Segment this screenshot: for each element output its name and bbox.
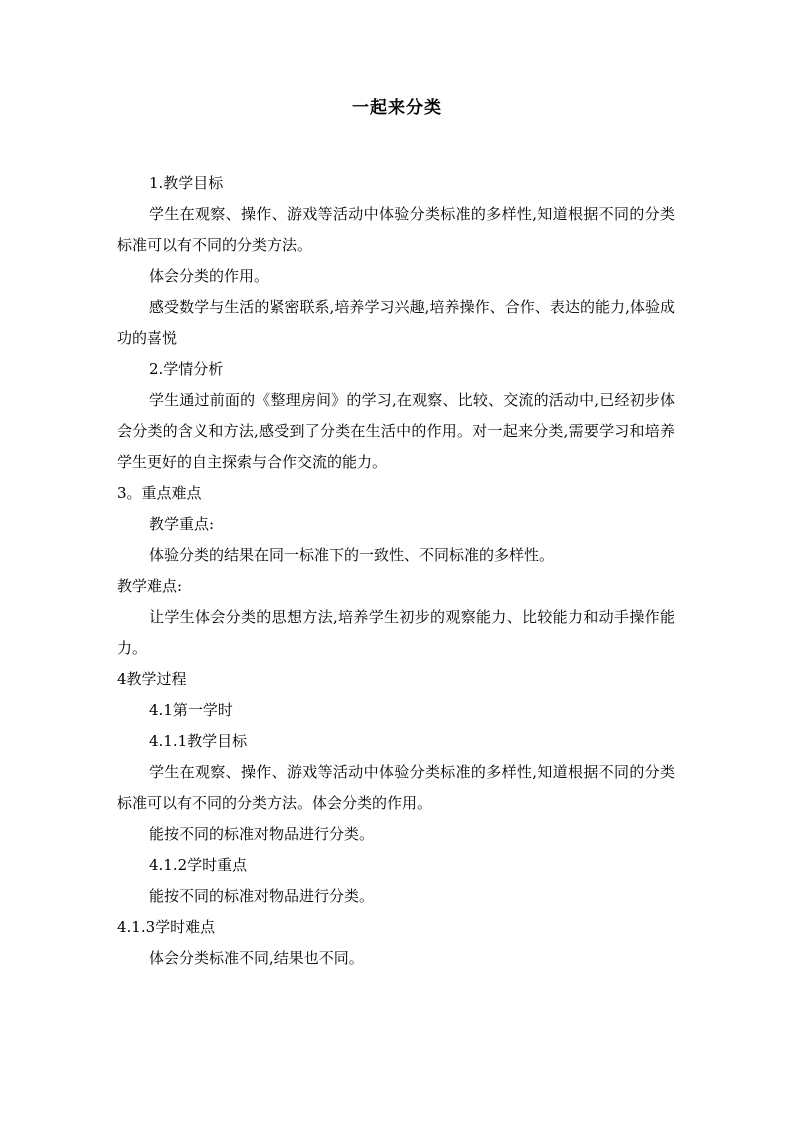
paragraph-teaching-focus: 体验分类的结果在同一标准下的一致性、不同标准的多样性。 xyxy=(149,546,555,564)
paragraph-goal-2: 体会分类的作用。 xyxy=(149,267,270,285)
paragraph-learning-analysis: 学生通过前面的《整理房间》的学习,在观察、比较、交流的活动中,已经初步体会分类的含义和方法,感受到了分类在生活中的作用。对一起来分类,需要学习和培养学生更好的自主探索与合作交流的能力。 xyxy=(117,391,675,471)
heading-learning-analysis: 2.学情分析 xyxy=(149,360,224,378)
paragraph-teaching-difficulty: 让学生体会分类的思想方法,培养学生初步的观察能力、比较能力和动手操作能力。 xyxy=(117,608,675,657)
heading-teaching-process: 4教学过程 xyxy=(117,670,187,688)
paragraph-period-goals-2: 能按不同的标准对物品进行分类。 xyxy=(149,825,375,843)
heading-teaching-goals: 1.教学目标 xyxy=(149,174,224,192)
paragraph-period-focus: 能按不同的标准对物品进行分类。 xyxy=(149,887,375,905)
heading-period-focus: 4.1.2学时重点 xyxy=(149,856,248,874)
paragraph-goal-1: 学生在观察、操作、游戏等活动中体验分类标准的多样性,知道根据不同的分类标准可以有不同的分类方法。 xyxy=(117,205,675,254)
paragraph-period-goals: 学生在观察、操作、游戏等活动中体验分类标准的多样性,知道根据不同的分类标准可以有不同的分类方法。体会分类的作用。 xyxy=(117,763,675,812)
paragraph-goal-3: 感受数学与生活的紧密联系,培养学习兴趣,培养操作、合作、表达的能力,体验成功的喜悦 xyxy=(117,298,675,347)
paragraph-period-difficulty: 体会分类标准不同,结果也不同。 xyxy=(149,949,364,967)
heading-key-difficulties: 3。重点难点 xyxy=(117,484,202,502)
heading-period-goals: 4.1.1教学目标 xyxy=(149,732,248,750)
heading-first-period: 4.1第一学时 xyxy=(149,701,233,719)
heading-period-difficulty: 4.1.3学时难点 xyxy=(117,918,216,936)
label-teaching-difficulty: 教学难点: xyxy=(117,577,183,595)
document-title: 一起来分类 xyxy=(352,98,442,118)
document-body xyxy=(117,168,675,974)
label-teaching-focus: 教学重点: xyxy=(149,515,215,533)
